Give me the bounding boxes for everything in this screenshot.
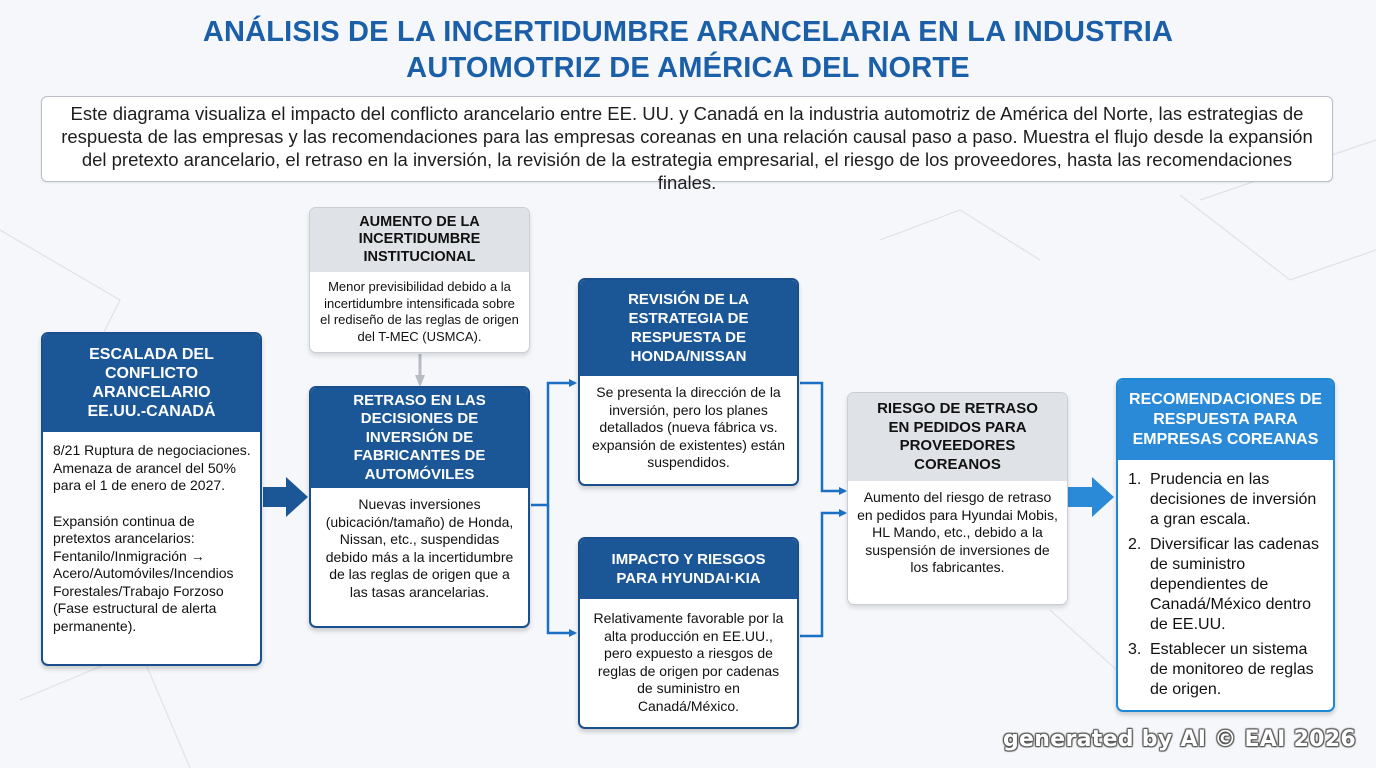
recomendacion-text: Establecer un sistema de monitoreo de reglas de origen. <box>1150 641 1314 698</box>
title-line-2: AUTOMOTRIZ DE AMÉRICA DEL NORTE <box>406 52 970 84</box>
recomendacion-text: Diversificar las cadenas de suministro dependientes de Canadá/México dentro de EE.UU. <box>1150 536 1319 633</box>
retraso-body: Nuevas inversiones (ubicación/tamaño) de Honda, Nissan, etc., suspendidas debido más a la incertidumbre de las reglas de origen que a las tasas arancelarias. <box>325 496 514 600</box>
recomendacion-text: Prudencia en las decisiones de inversión a gran escala. <box>1150 471 1317 528</box>
title-line-1: ANÁLISIS DE LA INCERTIDUMBRE ARANCELARIA EN LA INDUSTRIA <box>202 16 1174 48</box>
escalada-paragraph-2: Expansión continua de pretextos arancelarios: Fentanilo/Inmigración → Acero/Automóviles/Incendios Forestales/Trabajo Forzoso (Fase estructural de alerta permanente). <box>53 512 234 634</box>
impacto-box <box>578 537 799 729</box>
arrow-retraso-to-revision <box>531 383 575 505</box>
escalada-paragraph-1: 8/21 Ruptura de negociaciones. Amenaza de arancel del 50% para el 1 de enero de 2027. <box>53 442 251 493</box>
recomendacion-number: 1. <box>1128 471 1142 488</box>
revision-box <box>578 278 799 486</box>
escalada-box <box>41 332 262 666</box>
recomendacion-item <box>1128 640 1325 700</box>
revision-body: Se presenta la dirección de la inversión, pero los planes detallados (nueva fábrica vs. expansión de existentes) están suspendidos. <box>591 384 785 470</box>
recomendaciones-title: RECOMENDACIONES DE RESPUESTA PARA EMPRESAS COREANAS <box>1118 380 1333 460</box>
arrow-retraso-to-impacto <box>548 505 575 633</box>
riesgo-box <box>847 392 1068 605</box>
incertidumbre-body: Menor previsibilidad debido a la incertidumbre intensificada sobre el rediseño de las reglas de origen del T-MEC (USMCA). <box>320 279 519 344</box>
intro-description: Este diagrama visualiza el impacto del conflicto arancelario entre EE. UU. y Canadá en la industria automotriz de América del Norte, las estrategias de respuesta de las empresas y las recomendaciones para las empresas coreanas en una relación causal paso a paso. Muestra el flujo desde la expansión del pretexto arancelario, el retraso en la inversión, la revisión de la estrategia empresarial, el riesgo de los proveedores, hasta las recomendaciones finales. <box>41 96 1333 182</box>
recomendacion-number: 3. <box>1128 641 1142 658</box>
riesgo-body: Aumento del riesgo de retraso en pedidos para Hyundai Mobis, HL Mando, etc., debido a la suspensión de inversiones de los fabricantes. <box>857 489 1058 575</box>
arrow-impacto-to-riesgo <box>800 513 845 636</box>
watermark: generated by AI © EAI 2026 <box>1003 727 1356 752</box>
escalada-body <box>43 432 260 635</box>
incertidumbre-title: AUMENTO DE LA INCERTIDUMBRE INSTITUCIONAL <box>310 208 529 272</box>
arrow-escalada-to-retraso <box>263 477 308 517</box>
impacto-title: IMPACTO Y RIESGOS PARA HYUNDAI·KIA <box>580 539 797 599</box>
arrow-riesgo-to-recomendaciones <box>1068 477 1114 517</box>
recomendaciones-box <box>1116 378 1335 712</box>
riesgo-title: RIESGO DE RETRASO EN PEDIDOS PARA PROVEEDORES COREANOS <box>848 393 1067 481</box>
arrow-revision-to-riesgo <box>800 383 845 491</box>
recomendacion-item <box>1128 470 1325 530</box>
recomendaciones-list <box>1128 470 1325 700</box>
incertidumbre-box <box>309 207 530 353</box>
recomendacion-item <box>1128 535 1325 635</box>
recomendaciones-body <box>1118 460 1333 700</box>
impacto-body: Relativamente favorable por la alta producción en EE.UU., pero expuesto a riesgos de reglas de origen por cadenas de suministro en Canadá/México. <box>593 610 784 714</box>
page-title <box>0 14 1376 86</box>
recomendacion-number: 2. <box>1128 536 1142 553</box>
retraso-box <box>309 386 530 628</box>
revision-title: REVISIÓN DE LA ESTRATEGIA DE RESPUESTA DE HONDA/NISSAN <box>580 280 797 376</box>
escalada-title: ESCALADA DEL CONFLICTO ARANCELARIO EE.UU.-CANADÁ <box>43 334 260 432</box>
retraso-title: RETRASO EN LAS DECISIONES DE INVERSIÓN DE FABRICANTES DE AUTOMÓVILES <box>311 388 528 488</box>
